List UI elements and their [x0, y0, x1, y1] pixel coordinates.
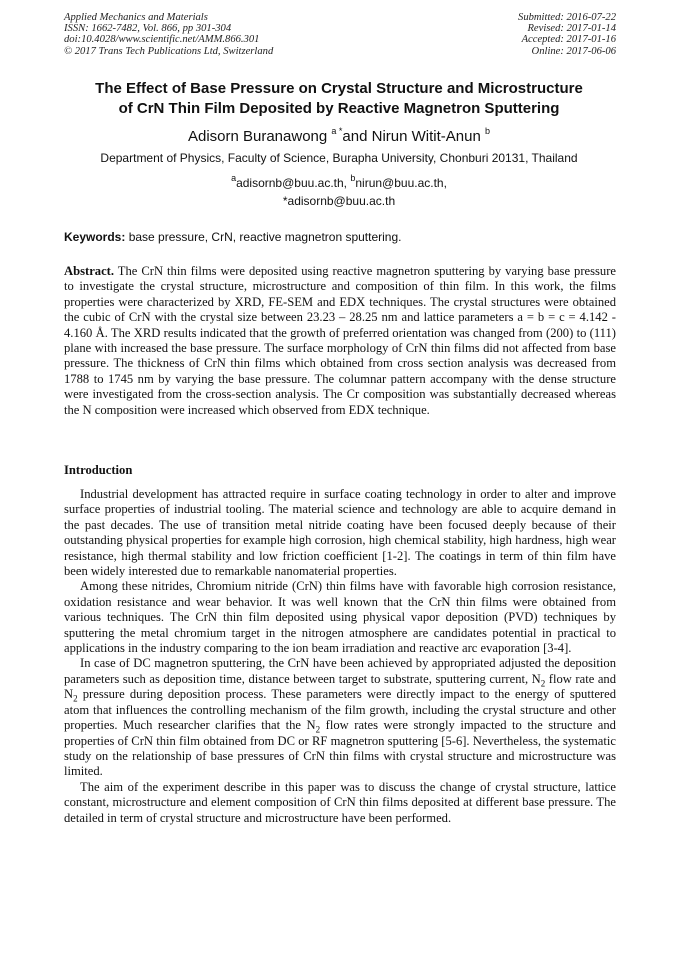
- keywords-text: base pressure, CrN, reactive magnetron sputtering.: [125, 230, 402, 244]
- subscript-2: 2: [73, 693, 78, 704]
- subscript-2: 2: [540, 678, 546, 689]
- intro-p3-text-b: flow rate and N: [64, 671, 616, 702]
- email-b[interactable]: nirun@buu.ac.th,: [355, 176, 447, 190]
- journal-name: Applied Mechanics and Materials: [64, 12, 208, 23]
- intro-paragraph-3: [64, 656, 616, 779]
- intro-paragraph-1: Industrial development has attracted require in surface coating technology in order to alter and improve surface properties of industrial tooling. The material science and technology are able to acquire demand in the past decades. The use of transition metal nitride coating have been focused deeply because of their outstanding physical properties for example high corrosion, high chemical stability, high hardness, high wear resistance, high thermal stability and low friction coefficient [1-2]. The coatings in term of thin film have been widely interested due to remarkable nanomaterial properties.: [64, 487, 616, 579]
- author-line: [40, 122, 638, 147]
- keywords: [64, 229, 616, 245]
- journal-header-right: [518, 12, 616, 57]
- author-joiner: and Nirun Witit-Anun: [342, 128, 481, 145]
- abstract: [64, 264, 616, 418]
- corresponding-email[interactable]: *adisornb@buu.ac.th: [282, 194, 396, 208]
- intro-p3-text-d: flow rates were strongly impacted to the structure and properties of CrN thin film obtained from DC or RF magnetron sputtering [5-6]. Nevertheless, the systematic study on the relationship of base pressures of CrN thin films with crystal structure and microstructure was limited.: [64, 718, 616, 779]
- email-a-marker: a: [231, 173, 237, 183]
- author-1: Adisorn Buranawong: [187, 128, 328, 145]
- title-line-2: of CrN Thin Film Deposited by Reactive Magnetron Sputtering: [118, 99, 560, 117]
- author-2-marker: b: [485, 126, 491, 136]
- intro-paragraph-4: The aim of the experiment describe in this paper was to discuss the change of crystal structure, lattice constant, microstructure and element composition of CrN thin films deposited at different base pressure. The detailed in term of crystal structure and microstructure have been performed.: [64, 779, 616, 825]
- online-date: Online: 2017-06-06: [531, 45, 616, 57]
- email-b-marker: b: [350, 173, 356, 183]
- introduction-body: [64, 487, 616, 826]
- issn-line: ISSN: 1662-7482, Vol. 866, pp 301-304: [64, 23, 232, 35]
- abstract-label: Abstract.: [64, 264, 115, 278]
- intro-p3-text-a: In case of DC magnetron sputtering, the CrN have been achieved by appropriated adjusted the deposition parameters such as deposition time, distance between target to substrate, sputtering current, N: [64, 656, 616, 686]
- subscript-2: 2: [315, 724, 321, 735]
- introduction-heading: Introduction: [64, 463, 133, 477]
- email-line: [40, 171, 638, 191]
- copyright-line: © 2017 Trans Tech Publications Ltd, Switzerland: [64, 45, 274, 57]
- intro-p3-text-c: pressure during deposition process. These parameters were directly impact to the energy of sputtered atom that influences the controlling mechanism of the film growth, including the crystal structure and other properties. Much researcher clarifies that the N: [64, 687, 616, 733]
- submitted-date: Submitted: 2016-07-22: [518, 12, 616, 23]
- accepted-date: Accepted: 2017-01-16: [521, 34, 616, 46]
- journal-header-left: [64, 12, 273, 57]
- email-a[interactable]: adisornb@buu.ac.th,: [236, 176, 351, 190]
- doi-line: doi:10.4028/www.scientific.net/AMM.866.301: [64, 34, 260, 46]
- title-line-1: The Effect of Base Pressure on Crystal Structure and Microstructure: [95, 80, 583, 97]
- intro-paragraph-2: Among these nitrides, Chromium nitride (CrN) thin films have with favorable high corrosion resistance, oxidation resistance and wear behavior. It was well known that the CrN thin films were obtained from various techniques. The CrN thin film deposited using physical vapor deposition (PVD) techniques by sputtering the metal chromium target in the nitrogen atmosphere are candidates potential in practical to applications in the industry comparing to the ion beam irradiation and reactive arc evaporation [3-4].: [64, 579, 616, 656]
- keywords-label: Keywords:: [64, 230, 126, 244]
- author-1-marker: a *: [331, 126, 343, 136]
- abstract-text: The CrN thin films were deposited using reactive magnetron sputtering by varying base pressure to investigate the crystal structure, microstructure and composition of thin film. In this work, the films properties were characterized by XRD, FE-SEM and EDX techniques. The crystal structures were obtained the cubic of CrN with the crystal size between 23.23 – 28.25 nm and lattice parameters a = b = c = 4.142 - 4.160 Å. The XRD results indicated that the growth of preferred orientation was changed from (200) to (111) plane with increased the base pressure. The surface morphology of CrN thin films did not affected from base pressure. The thickness of CrN thin films which obtained from cross section analysis was decreased from 1788 to 1745 nm by varying the base pressure. The columnar pattern accompany with the dense structure were investigated from the cross-section analysis. The Cr composition was substantially decreased whereas the N composition were increased which observed from EDX technique.: [64, 264, 616, 417]
- revised-date: Revised: 2017-01-14: [527, 23, 616, 35]
- affiliation: Department of Physics, Faculty of Science, Burapha University, Chonburi 20131, Thailand: [100, 151, 578, 165]
- paper-title: [40, 79, 638, 118]
